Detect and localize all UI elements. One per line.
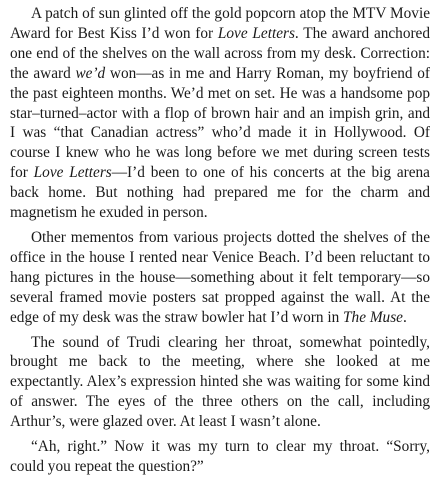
- italic-title: The Muse: [343, 308, 403, 326]
- paragraph-text: The sound of Trudi clearing her throat, somewhat pointedly, brought me back to the meeting, where she looked at me expectantly. Alex’s expression hinted she was waiting for some kind of answer. The eyes of the three others on the call, including Arthur’s, were glazed over. At least I wasn’t alone.: [10, 333, 430, 431]
- paragraph-3: [10, 333, 430, 433]
- paragraph-1: [10, 4, 430, 223]
- italic-title: Love Letters: [217, 24, 295, 42]
- paragraph-4: [10, 437, 430, 477]
- paragraph-text: Other mementos from various projects dotted the shelves of the office in the house I rented near Venice Beach. I’d been reluctant to hang pictures in the house—something about it felt temporary—so several framed movie posters sat propped against the wall. At the edge of my desk was the straw bowler hat I’d worn in: [10, 228, 430, 326]
- paragraph-text: .: [402, 308, 407, 326]
- italic-title: Love Letters: [33, 164, 112, 182]
- paragraph-text: . The award anchored one end of the shelves on the wall across from my desk. Correction: the award: [10, 24, 430, 82]
- paragraph-text: A patch of sun glinted off the gold popcorn atop the MTV Movie Award for Best Kiss I’d won for: [10, 5, 430, 42]
- italic-emphasis: we’d: [75, 64, 106, 82]
- paragraph-text: won—as in me and Harry Roman, my boyfriend of the past eighteen months. We’d met on set. He was a handsome pop star–turned–actor with a flop of brown hair and an impish grin, and I was “that Canadian actress” who’d made it in Hollywood. Of course I knew who he was long before we met during screen tests for: [10, 64, 430, 182]
- paragraph-2: [10, 228, 430, 328]
- paragraph-text: —I’d been to one of his concerts at the big arena back home. But nothing had prepared me for the charm and magnetism he exuded in person.: [10, 164, 430, 222]
- paragraph-text: “Ah, right.” Now it was my turn to clear my throat. “Sorry, could you repeat the question?”: [10, 438, 430, 475]
